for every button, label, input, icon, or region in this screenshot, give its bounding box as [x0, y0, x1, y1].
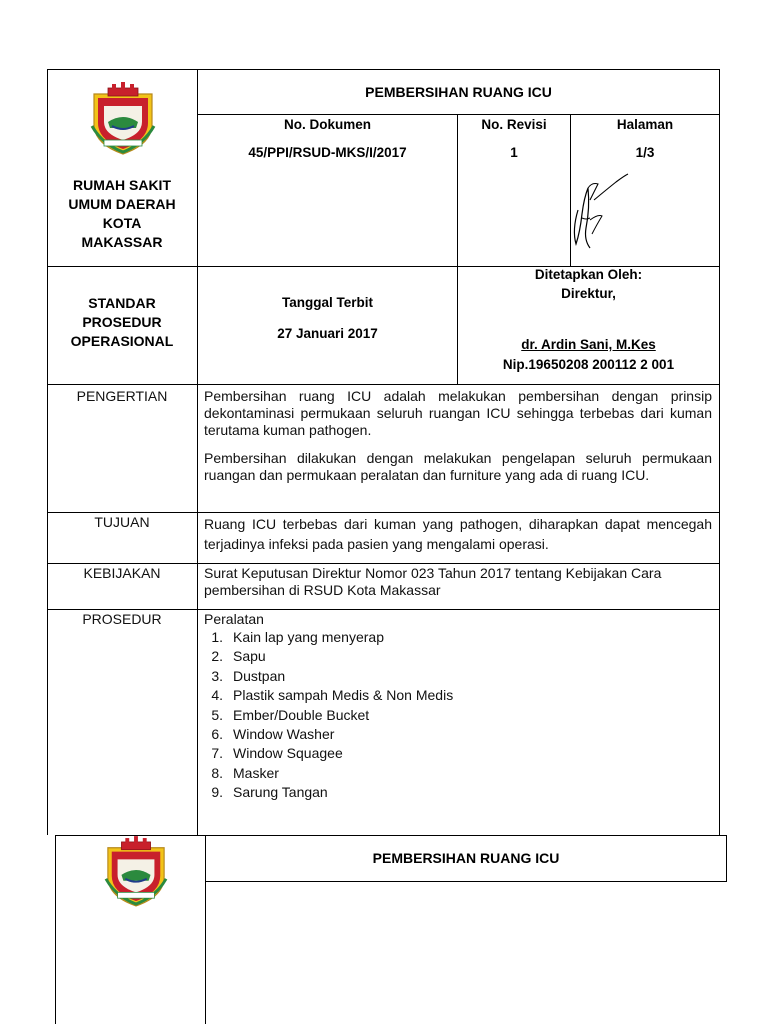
row-divider-kebijakan [47, 609, 720, 610]
row-divider-tujuan [47, 563, 720, 564]
row-divider-sop [47, 384, 720, 385]
list-item: 3. Dustpan [211, 667, 286, 684]
list-item: 8. Masker [211, 764, 279, 781]
doc-no-label: No. Dokumen [283, 117, 371, 132]
list-item: 4. Plastik sampah Medis & Non Medis [211, 687, 454, 704]
approver-name: dr. Ardin Sani, M.Kes [521, 337, 656, 352]
footer-border-right [726, 835, 727, 882]
institution-line-1: RUMAH SAKIT [73, 177, 171, 193]
emblem-icon [90, 82, 156, 156]
section-label-kebijakan: KEBIJAKAN [83, 565, 161, 581]
institution-line-2: UMUM DAERAH [68, 196, 176, 212]
sop-line-3: OPERASIONAL [70, 333, 174, 349]
column-divider-main [197, 69, 198, 835]
institution-name [48, 176, 196, 252]
list-item: 7. Window Squagee [211, 745, 343, 762]
doc-no-value: 45/PPI/RSUD-MKS/I/2017 [248, 145, 407, 160]
list-item: 5. Ember/Double Bucket [211, 706, 370, 723]
sop-line-2: PROSEDUR [82, 314, 162, 330]
document-title: PEMBERSIHAN RUANG ICU [365, 84, 552, 100]
section-label-pengertian: PENGERTIAN [76, 388, 168, 404]
page-value: 1/3 [635, 145, 655, 160]
table-border-top [47, 69, 720, 70]
footer-city-emblem-logo [104, 836, 168, 908]
list-item: 9. Sarung Tangan [211, 784, 328, 801]
city-emblem-logo [90, 82, 156, 156]
issue-date-label: Tanggal Terbit [282, 295, 373, 310]
footer-document-title: PEMBERSIHAN RUANG ICU [372, 850, 560, 866]
revision-label: No. Revisi [481, 117, 547, 132]
section-label-prosedur: PROSEDUR [82, 611, 162, 627]
footer-border-bottom [205, 881, 727, 882]
kebijakan-text: Surat Keputusan Direktur Nomor 023 Tahun 2017 tentang Kebijakan Cara pembersihan di RSUD Kota Makassar [204, 565, 662, 598]
row-divider-title [197, 114, 720, 115]
list-item: 1. Kain lap yang menyerap [211, 629, 384, 645]
pengertian-paragraph-1: Pembersihan ruang ICU adalah melakukan pembersihan dengan prinsip dekontaminasi permukaan seluruh ruangan ICU sehingga terbebas dari kuman terutama kuman pathogen. [204, 388, 712, 438]
page-label: Halaman [616, 117, 674, 132]
signature-icon [568, 170, 638, 252]
approver-nip: Nip.19650208 200112 2 001 [502, 357, 675, 372]
emblem-icon [104, 836, 168, 908]
prosedur-intro: Peralatan [204, 611, 264, 627]
section-label-tujuan: TUJUAN [94, 514, 150, 530]
issue-date-value: 27 Januari 2017 [277, 326, 378, 341]
institution-line-4: MAKASSAR [81, 234, 163, 250]
list-item: 2. Sapu [211, 648, 266, 665]
tujuan-text: Ruang ICU terbebas dari kuman yang pathogen, diharapkan dapat mencegah terjadinya infeksi pada pasien yang mengalami operasi. [204, 516, 712, 552]
institution-line-3: KOTA [102, 215, 142, 231]
approved-by-label: Ditetapkan Oleh: [534, 267, 643, 282]
sop-label [48, 294, 196, 351]
list-item: 6. Window Washer [211, 726, 335, 743]
footer-border-left [55, 835, 56, 1024]
signature-image [568, 170, 638, 257]
sop-line-1: STANDAR [88, 295, 156, 311]
table-border-right [719, 69, 720, 835]
row-divider-pengertian [47, 512, 720, 513]
revision-value: 1 [510, 145, 518, 160]
approved-by-title: Direktur, [561, 286, 616, 301]
pengertian-paragraph-2: Pembersihan dilakukan dengan melakukan pengelapan seluruh permukaan ruangan dan permukaan peralatan dan furniture yang ada di ruang ICU. [204, 450, 712, 483]
equipment-list [203, 628, 703, 803]
